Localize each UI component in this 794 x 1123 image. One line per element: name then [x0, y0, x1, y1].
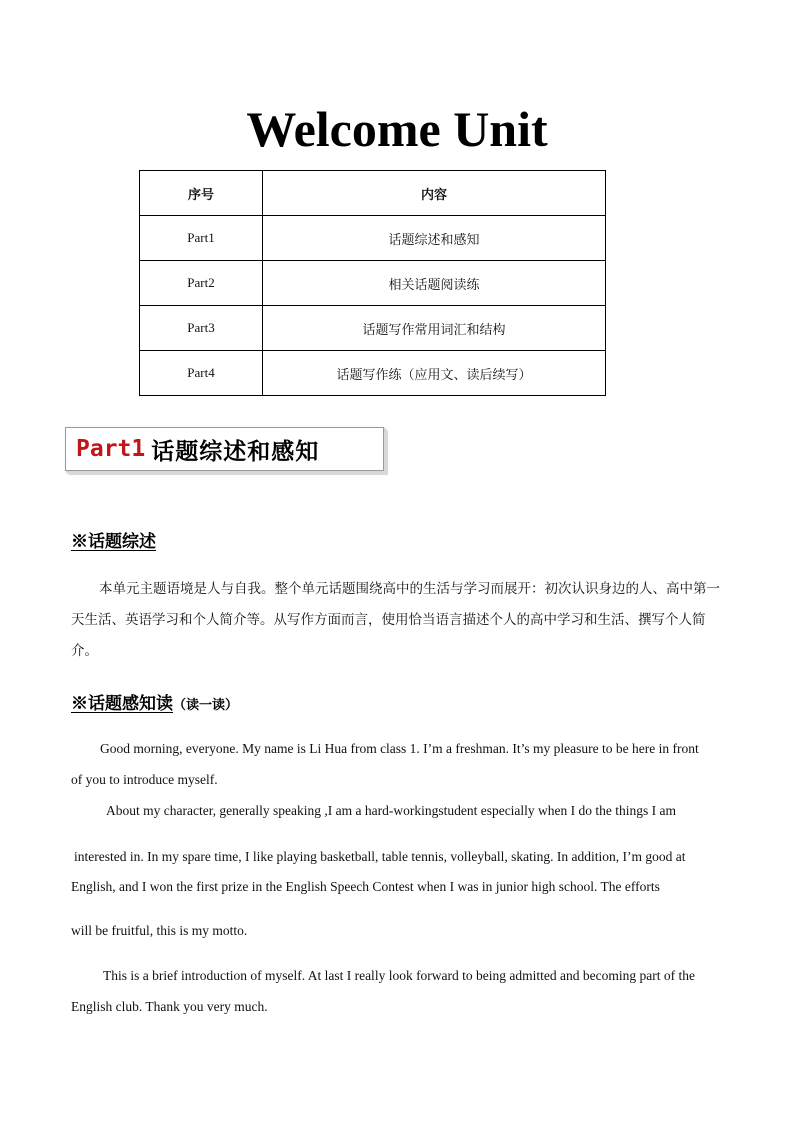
- reading-line: interested in. In my spare time, I like playing basketball, table tennis, volleyball, skating. In addition, I’m good at: [74, 849, 686, 864]
- contents-table: [139, 170, 606, 396]
- reading-line: About my character, generally speaking ,I am a hard-workingstudent especially when I do the things I am: [106, 803, 677, 818]
- overview-paragraph: 本单元主题语境是人与自我。整个单元话题围绕高中的生活与学习而展开：初次认识身边的人、高中第一天生活、英语学习和个人简介等。从写作方面而言，使用恰当语言描述个人的高中学习和生活、撰写个人简介。: [71, 581, 720, 659]
- table-row: [140, 216, 606, 261]
- table-cell-content: 话题写作常用词汇和结构: [263, 306, 606, 351]
- table-cell-part: Part1: [140, 216, 263, 261]
- section-heading-reading-text: ※话题感知读: [71, 694, 173, 714]
- table-row: [140, 306, 606, 351]
- banner-part-label: Part1: [76, 436, 146, 462]
- reading-line: of you to introduce myself.: [71, 772, 218, 787]
- table-cell-part: Part3: [140, 306, 263, 351]
- page-title: Welcome Unit: [246, 101, 548, 157]
- table-row: [140, 351, 606, 396]
- section-heading-overview-text: ※话题综述: [71, 532, 156, 552]
- table-cell-part: Part2: [140, 261, 263, 306]
- column-header-content: 内容: [263, 171, 606, 216]
- table-cell-part: Part4: [140, 351, 263, 396]
- banner-title: 话题综述和感知: [151, 437, 320, 465]
- section-heading-reading: [71, 689, 238, 714]
- table-cell-content: 相关话题阅读练: [263, 261, 606, 306]
- reading-line: Good morning, everyone. My name is Li Hua from class 1. I’m a freshman. It’s my pleasure to be here in front: [100, 741, 699, 756]
- section-heading-reading-note: （读一读）: [173, 698, 239, 713]
- table-header-row: [140, 171, 606, 216]
- reading-line: English, and I won the first prize in the English Speech Contest when I was in junior high school. The efforts: [71, 879, 660, 894]
- section-heading-overview: [71, 527, 156, 552]
- part-banner: [65, 427, 384, 471]
- column-header-number: 序号: [140, 171, 263, 216]
- reading-line: English club. Thank you very much.: [71, 999, 268, 1014]
- reading-line: This is a brief introduction of myself. At last I really look forward to being admitted and becoming part of the: [103, 968, 695, 983]
- table-cell-content: 话题综述和感知: [263, 216, 606, 261]
- table-cell-content: 话题写作练（应用文、读后续写）: [263, 351, 606, 396]
- table-row: [140, 261, 606, 306]
- reading-line: will be fruitful, this is my motto.: [71, 923, 248, 938]
